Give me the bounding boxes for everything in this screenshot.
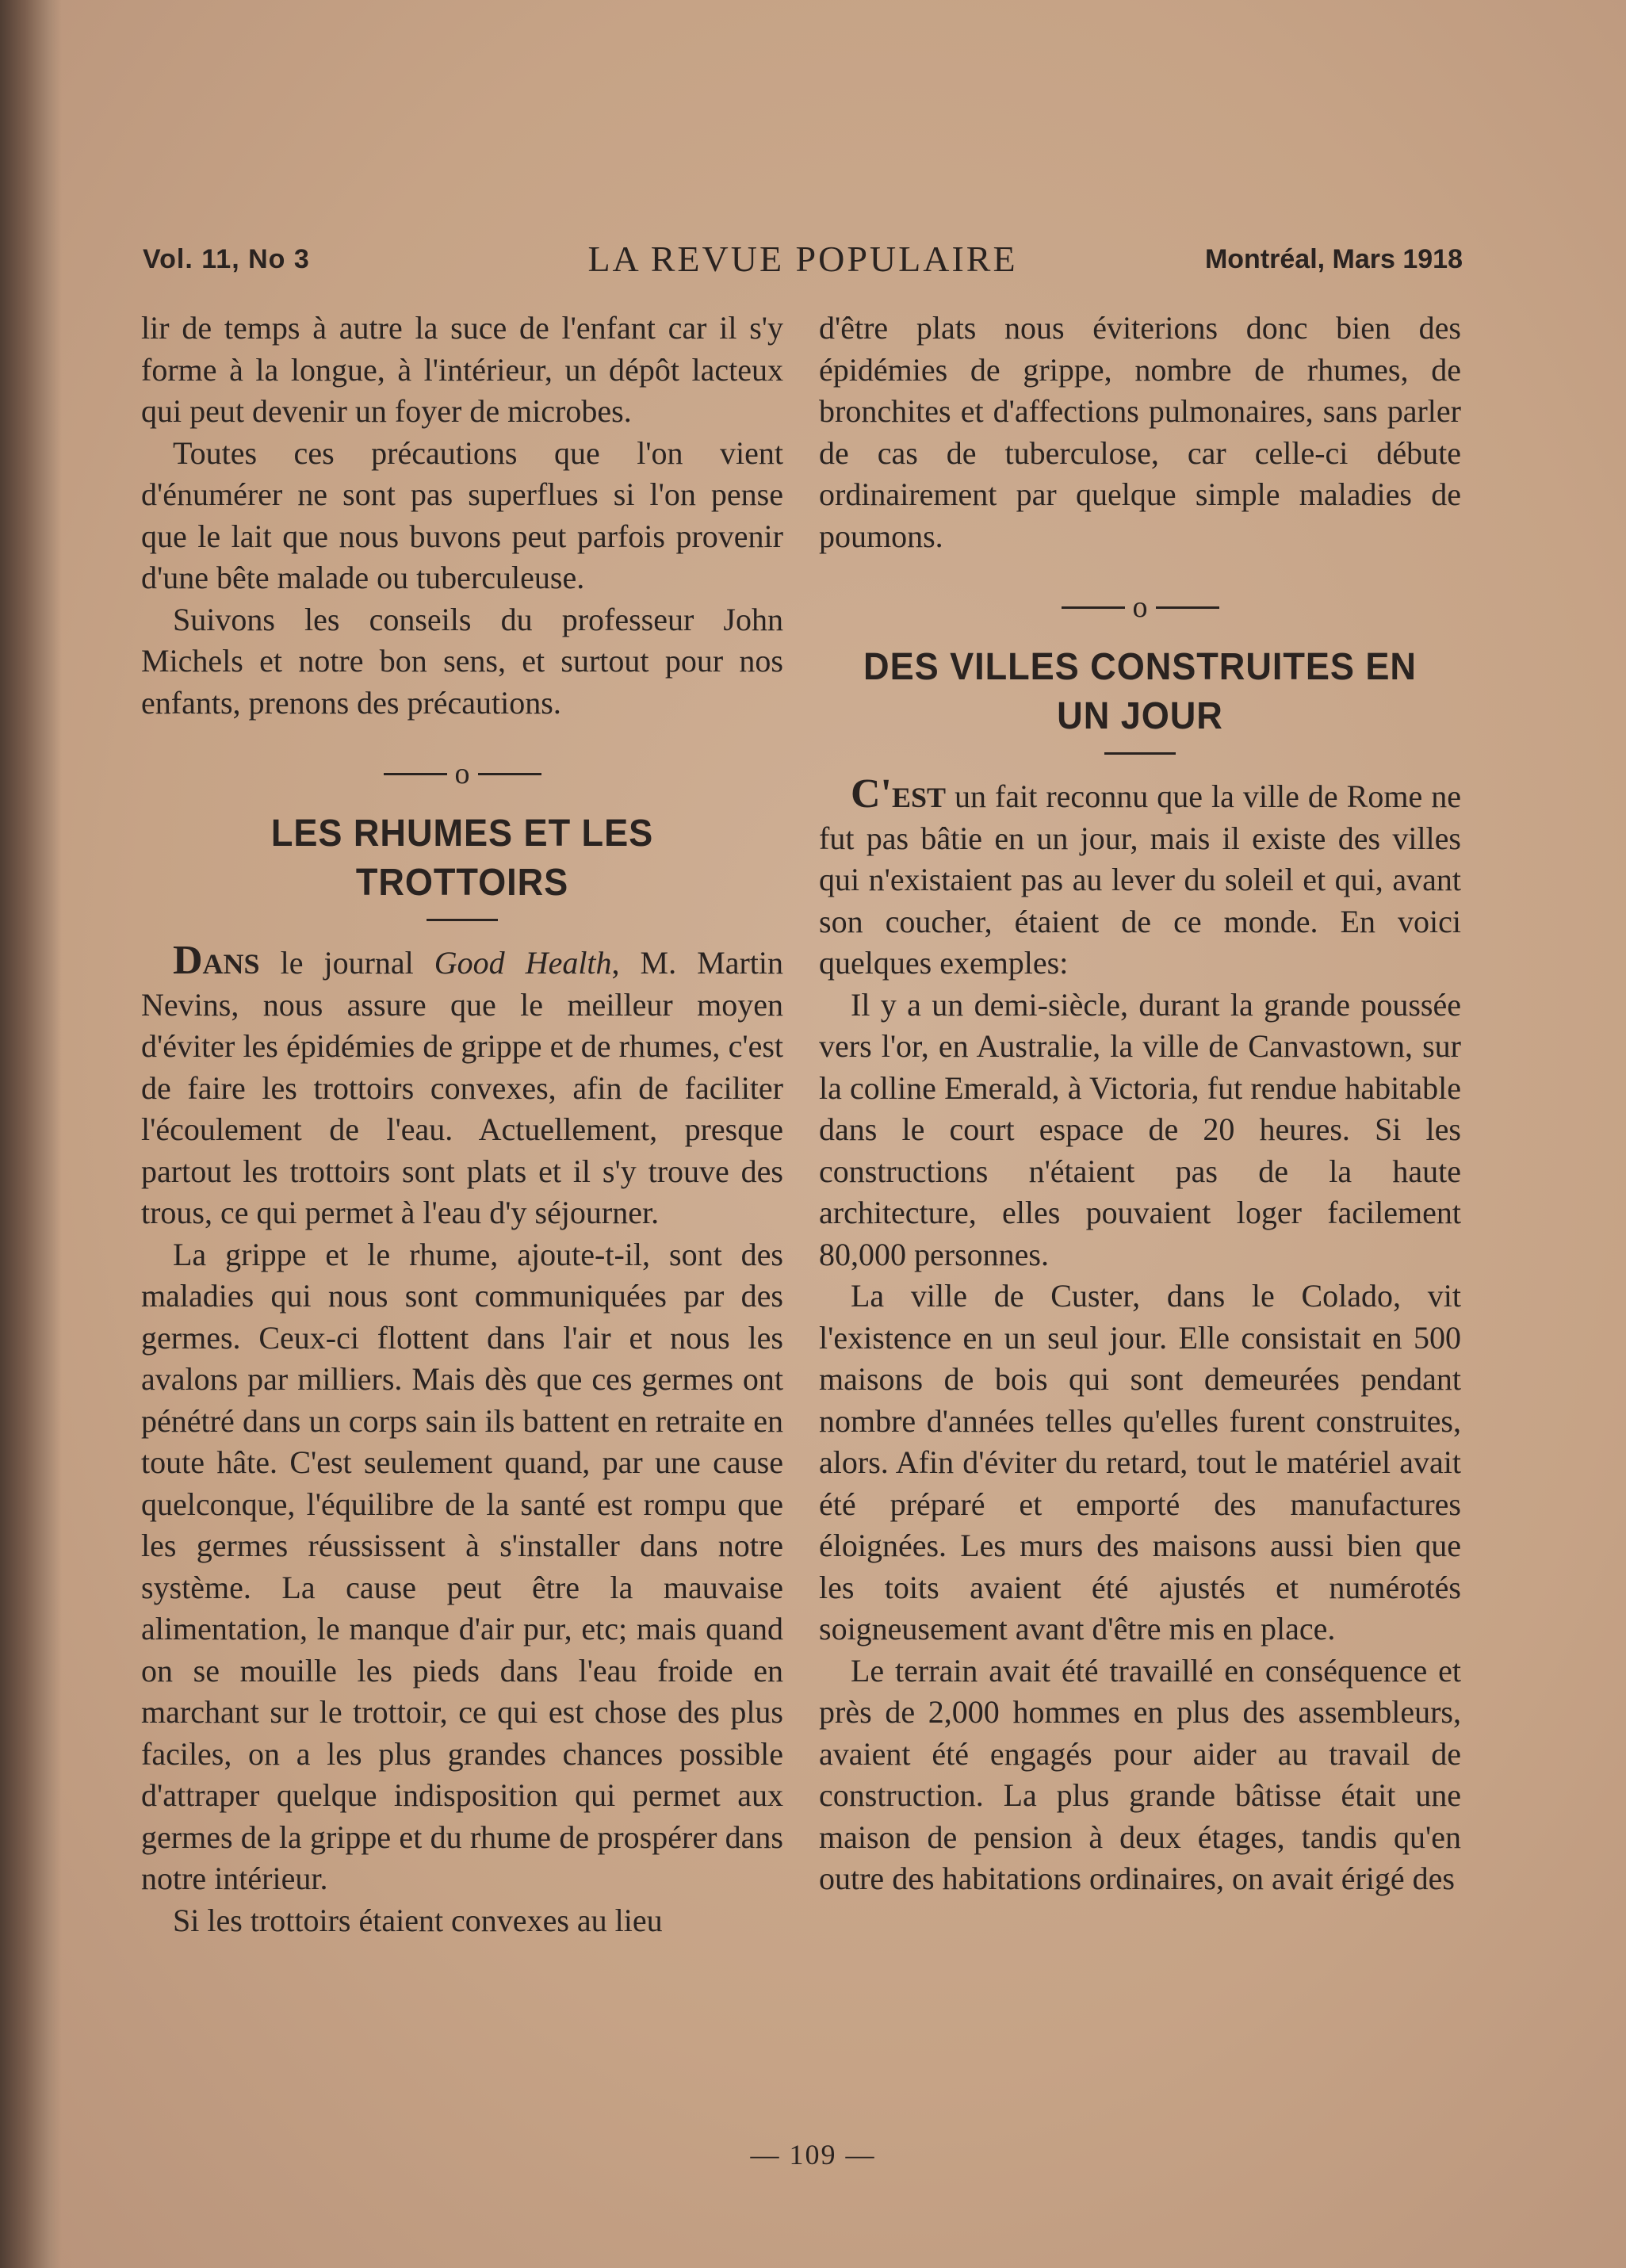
lead-text: le journal <box>259 945 434 981</box>
separator-mark: o <box>454 757 470 790</box>
article-heading-rhumes: LES RHUMES ET LES TROTTOIRS <box>270 813 654 904</box>
journal-title: LA REVUE POPULAIRE <box>587 239 1018 279</box>
article-paragraph: Si les trottoirs étaient convexes au lieu <box>173 1902 663 1938</box>
page-header <box>143 238 1463 285</box>
intro-paragraph: Suivons les conseils du professeur John Michels et notre bon sens, et surtout pour nos enfants, prenons des précautions. <box>141 601 783 721</box>
lead-word: Dans <box>173 938 260 983</box>
heading-rule <box>1104 752 1176 755</box>
continuation-paragraph: d'être plats nous éviterions donc bien des épidémies de grippe, nombre de rhumes, de bronchites et d'affections pulmonaires, sans parler de cas de tuberculose, car celle-ci débute ordinairement par quelque simple maladies de poumons. <box>819 310 1461 554</box>
separator-line <box>478 773 541 775</box>
article-paragraph: Il y a un demi-siècle, durant la grande poussée vers l'or, en Australie, la ville de Canvastown, sur la colline Emerald, à Victoria, fut rendue habitable dans le court espace de 20 heures. Si les constructions n'étaient pas de la haute architecture, elles pouvaient loger facilement 80,000 personnes. <box>819 986 1461 1272</box>
section-separator <box>141 754 783 794</box>
separator-line <box>1156 606 1219 609</box>
book-spine-shadow <box>0 0 62 2268</box>
article-lead-paragraph <box>141 940 783 1234</box>
article-heading-villes: DES VILLES CONSTRUITES EN UN JOUR <box>863 646 1417 737</box>
lead-word: C'est <box>851 771 947 817</box>
heading-rule <box>427 919 498 921</box>
lead-text: , M. Martin Nevins, nous assure que le meilleur moyen d'éviter les épidémies de grippe et de rhumes, c'est de faire les trottoirs convexes, afin de faciliter l'écoulement de l'eau. Actuellement, presque partout les trottoirs sont plats et il s'y trouve des trous, ce qui permet à l'eau d'y séjourner. <box>141 945 783 1230</box>
left-column <box>141 308 783 1941</box>
separator-line <box>1062 606 1125 609</box>
publication-name: Good Health <box>434 945 612 981</box>
article-paragraph: Le terrain avait été travaillé en conséquence et près de 2,000 hommes en plus des assembleurs, avaient été engagés pour aider au travail de construction. La plus grande bâtisse était une maison de pension à deux étages, tandis qu'en outre des habitations ordinaires, on avait érigé des <box>819 1652 1461 1896</box>
article-paragraph: La ville de Custer, dans le Colado, vit l'existence en un seul jour. Elle consistait en 500 maisons de bois qui sont demeurées pendant nombre d'années telles qu'elles furent construites, alors. Afin d'éviter du retard, tout le matériel avait été préparé et emporté des manufactures éloignées. Les murs des maisons aussi bien que les toits avaient été ajustés et numérotés soigneusement avant d'être mis en place. <box>819 1278 1461 1646</box>
lead-text: un fait reconnu que la ville de Rome ne fut pas bâtie en un jour, mais il existe des villes qui n'existaient pas au lever du soleil et qui, avant son coucher, étaient de ce monde. En voici quelques exemples: <box>819 778 1461 981</box>
article-lead-paragraph <box>819 771 1461 985</box>
issue-date: Montréal, Mars 1918 <box>1204 244 1463 274</box>
section-separator <box>819 587 1461 627</box>
right-column <box>819 308 1461 1900</box>
article-paragraph: La grippe et le rhume, ajoute-t-il, sont des maladies qui nous sont communiquées par des germes. Ceux-ci flottent dans l'air et nous les avalons par milliers. Mais dès que ces germes ont pénétré dans un corps sain ils battent en retraite en toute hâte. C'est seulement quand, par une cause quelconque, l'équilibre de la santé est rompu que les germes réussissent à s'installer dans notre système. La cause peut être la mauvaise alimentation, le manque d'air pur, etc; mais quand on se mouille les pieds dans l'eau froide en marchant sur le trottoir, ce qui est chose des plus faciles, on a les plus grandes chances possible d'attraper quelque indisposition qui permet aux germes de la grippe et du rhume de prospérer dans notre intérieur. <box>141 1236 783 1896</box>
volume-label: Vol. 11, No 3 <box>143 244 310 274</box>
separator-line <box>384 773 447 775</box>
page-number: — 109 — <box>750 2139 876 2170</box>
intro-paragraph: lir de temps à autre la suce de l'enfant car il s'y forme à la longue, à l'intérieur, un dépôt lacteux qui peut devenir un foyer de microbes. <box>141 310 783 429</box>
intro-paragraph: Toutes ces précautions que l'on vient d'énumérer ne sont pas superflues si l'on pense que le lait que nous buvons peut parfois provenir d'une bête malade ou tuberculeuse. <box>141 434 783 595</box>
separator-mark: o <box>1132 591 1148 624</box>
